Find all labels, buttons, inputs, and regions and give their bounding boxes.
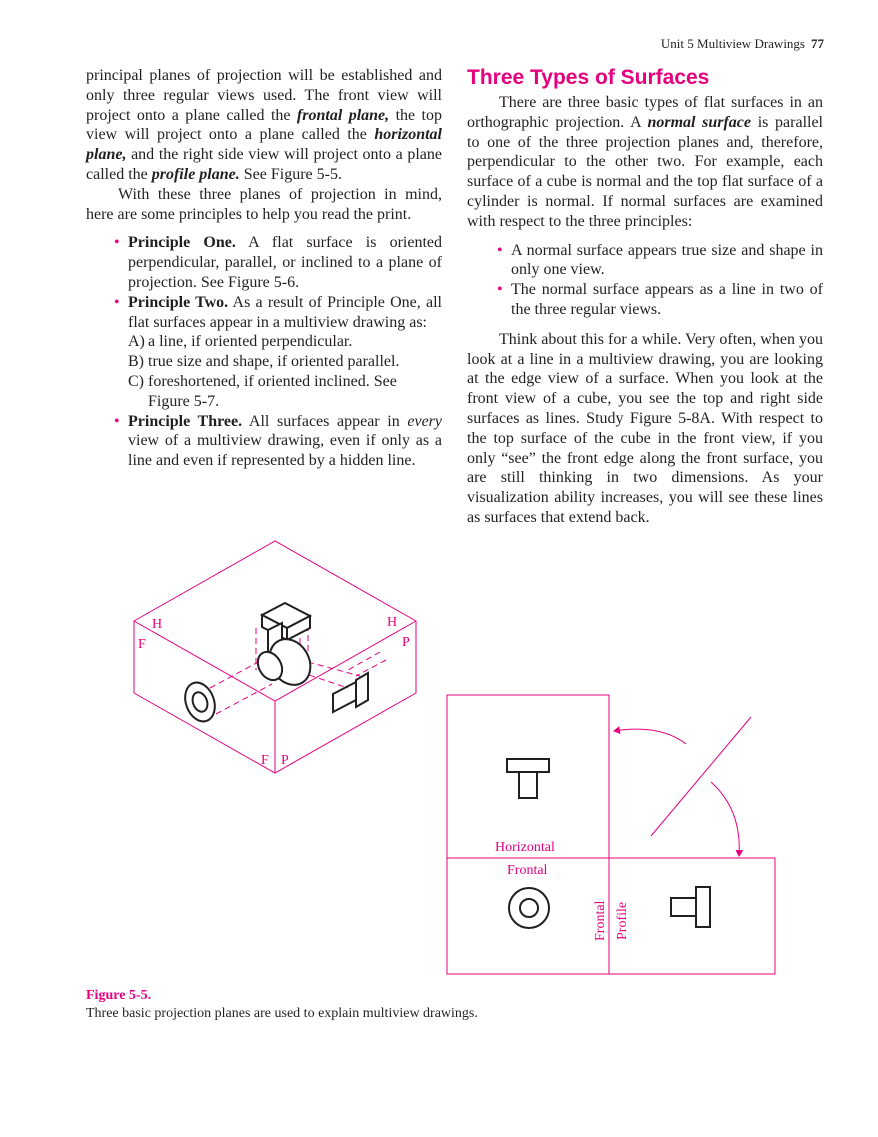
term-frontal-plane: frontal plane, bbox=[296, 106, 390, 124]
section-heading: Three Types of Surfaces bbox=[467, 66, 710, 89]
sub-letter: C) bbox=[128, 372, 144, 390]
label-f-bottom: F bbox=[261, 753, 269, 768]
label-frontal-vertical: Frontal bbox=[593, 900, 608, 941]
principle-text: As a result of Principle One, all flat surfaces appear in a multiview drawing as: bbox=[128, 293, 442, 331]
text-run: is parallel to one of the three projection planes and, therefore, perpendicular to the other two. For example, each surface of a cube is normal and the top flat surface of a cylinder is normal. If normal surfaces are examined with respect to the three principles: bbox=[467, 113, 824, 230]
bullet-icon: • bbox=[497, 241, 503, 259]
label-f-left: F bbox=[138, 637, 146, 652]
bullet-icon: • bbox=[114, 234, 120, 252]
principle-text: All surfaces appear in bbox=[242, 412, 408, 430]
term-horizontal-plane: horizontal plane, bbox=[86, 126, 442, 164]
emphasis-every: every bbox=[407, 412, 442, 430]
page-number: 77 bbox=[811, 36, 824, 51]
side-view-shape bbox=[671, 887, 710, 927]
principle-title: Principle Two. bbox=[128, 293, 229, 311]
sub-letter: B) bbox=[128, 353, 144, 371]
principle-title: Principle One. bbox=[128, 234, 236, 252]
header-title: Unit 5 Multiview Drawings bbox=[660, 36, 805, 51]
label-p-right: P bbox=[402, 635, 410, 650]
figure-caption: Three basic projection planes are used to explain multiview drawings. bbox=[86, 1006, 478, 1021]
text-run: the top view will project onto a plane called the bbox=[86, 106, 442, 144]
list-item-text: A normal surface appears true size and shape in only one view. bbox=[511, 241, 823, 279]
list-item-text: The normal surface appears as a line in two of the three regular views. bbox=[511, 281, 823, 318]
label-h-left: H bbox=[152, 617, 163, 632]
principle-text: A flat surface is oriented perpendicular, parallel, or inclined to a plane of projection. See Figure 5-6. bbox=[128, 234, 443, 291]
principle-title: Principle Three. bbox=[128, 412, 243, 430]
text-run: and the right side view will project onto a plane called the bbox=[86, 146, 442, 183]
rotation-arrow-top bbox=[614, 729, 686, 744]
label-p-bottom: P bbox=[281, 753, 289, 768]
figure-label: Figure 5-5. bbox=[86, 988, 152, 1003]
sub-text: foreshortened, if oriented inclined. See Figure 5-7. bbox=[148, 372, 397, 410]
bullet-icon: • bbox=[497, 281, 503, 299]
isometric-object bbox=[253, 603, 318, 692]
sub-text: a line, if oriented perpendicular. bbox=[148, 333, 353, 351]
text-run: principal planes of projection will be established and only three regular views used. The front view will project onto a plane called the bbox=[86, 67, 442, 124]
bullet-icon: • bbox=[114, 412, 120, 430]
unfolded-planes bbox=[447, 695, 775, 974]
front-view-shape bbox=[509, 888, 549, 928]
right-paragraph-2: Think about this for a while. Very often, when you look at a line in a multiview drawing, you are looking at the edge view of a surface. When you look at the front view of a cube, you see the top and right side surfaces as lines. Study Figure 5-8A. With respect to the top surface of the cube in the front view, if you only “see” the front edge along the front surface, you are still thinking in two dimensions. As your visualization ability increases, you will see these lines as surfaces that extend back. bbox=[467, 330, 823, 526]
sub-text: true size and shape, if oriented parallel. bbox=[148, 353, 400, 371]
rotation-arrow-right bbox=[711, 782, 739, 856]
term-profile-plane: profile plane. bbox=[151, 165, 240, 183]
term-normal-surface: normal surface bbox=[647, 113, 752, 131]
label-horizontal: Horizontal bbox=[495, 840, 555, 855]
horizontal-plane-rect bbox=[447, 695, 609, 858]
label-frontal: Frontal bbox=[507, 863, 548, 878]
label-h-right: H bbox=[387, 615, 398, 630]
text-run: See Figure 5-5. bbox=[239, 165, 342, 183]
profile-projection-shape bbox=[333, 673, 368, 712]
text-run: There are three basic types of flat surfaces in an orthographic projection. A bbox=[467, 94, 823, 131]
top-view-shape bbox=[507, 759, 549, 798]
miter-line bbox=[651, 717, 751, 836]
label-profile-vertical: Profile bbox=[615, 901, 630, 940]
left-paragraph-2: With these three planes of projection in mind, here are some principles to help you read the print. bbox=[86, 185, 442, 223]
bullet-icon: • bbox=[114, 293, 120, 311]
principle-text: view of a multiview drawing, even if only as a line and even if represented by a hidden line. bbox=[128, 432, 442, 470]
sub-letter: A) bbox=[128, 333, 145, 351]
